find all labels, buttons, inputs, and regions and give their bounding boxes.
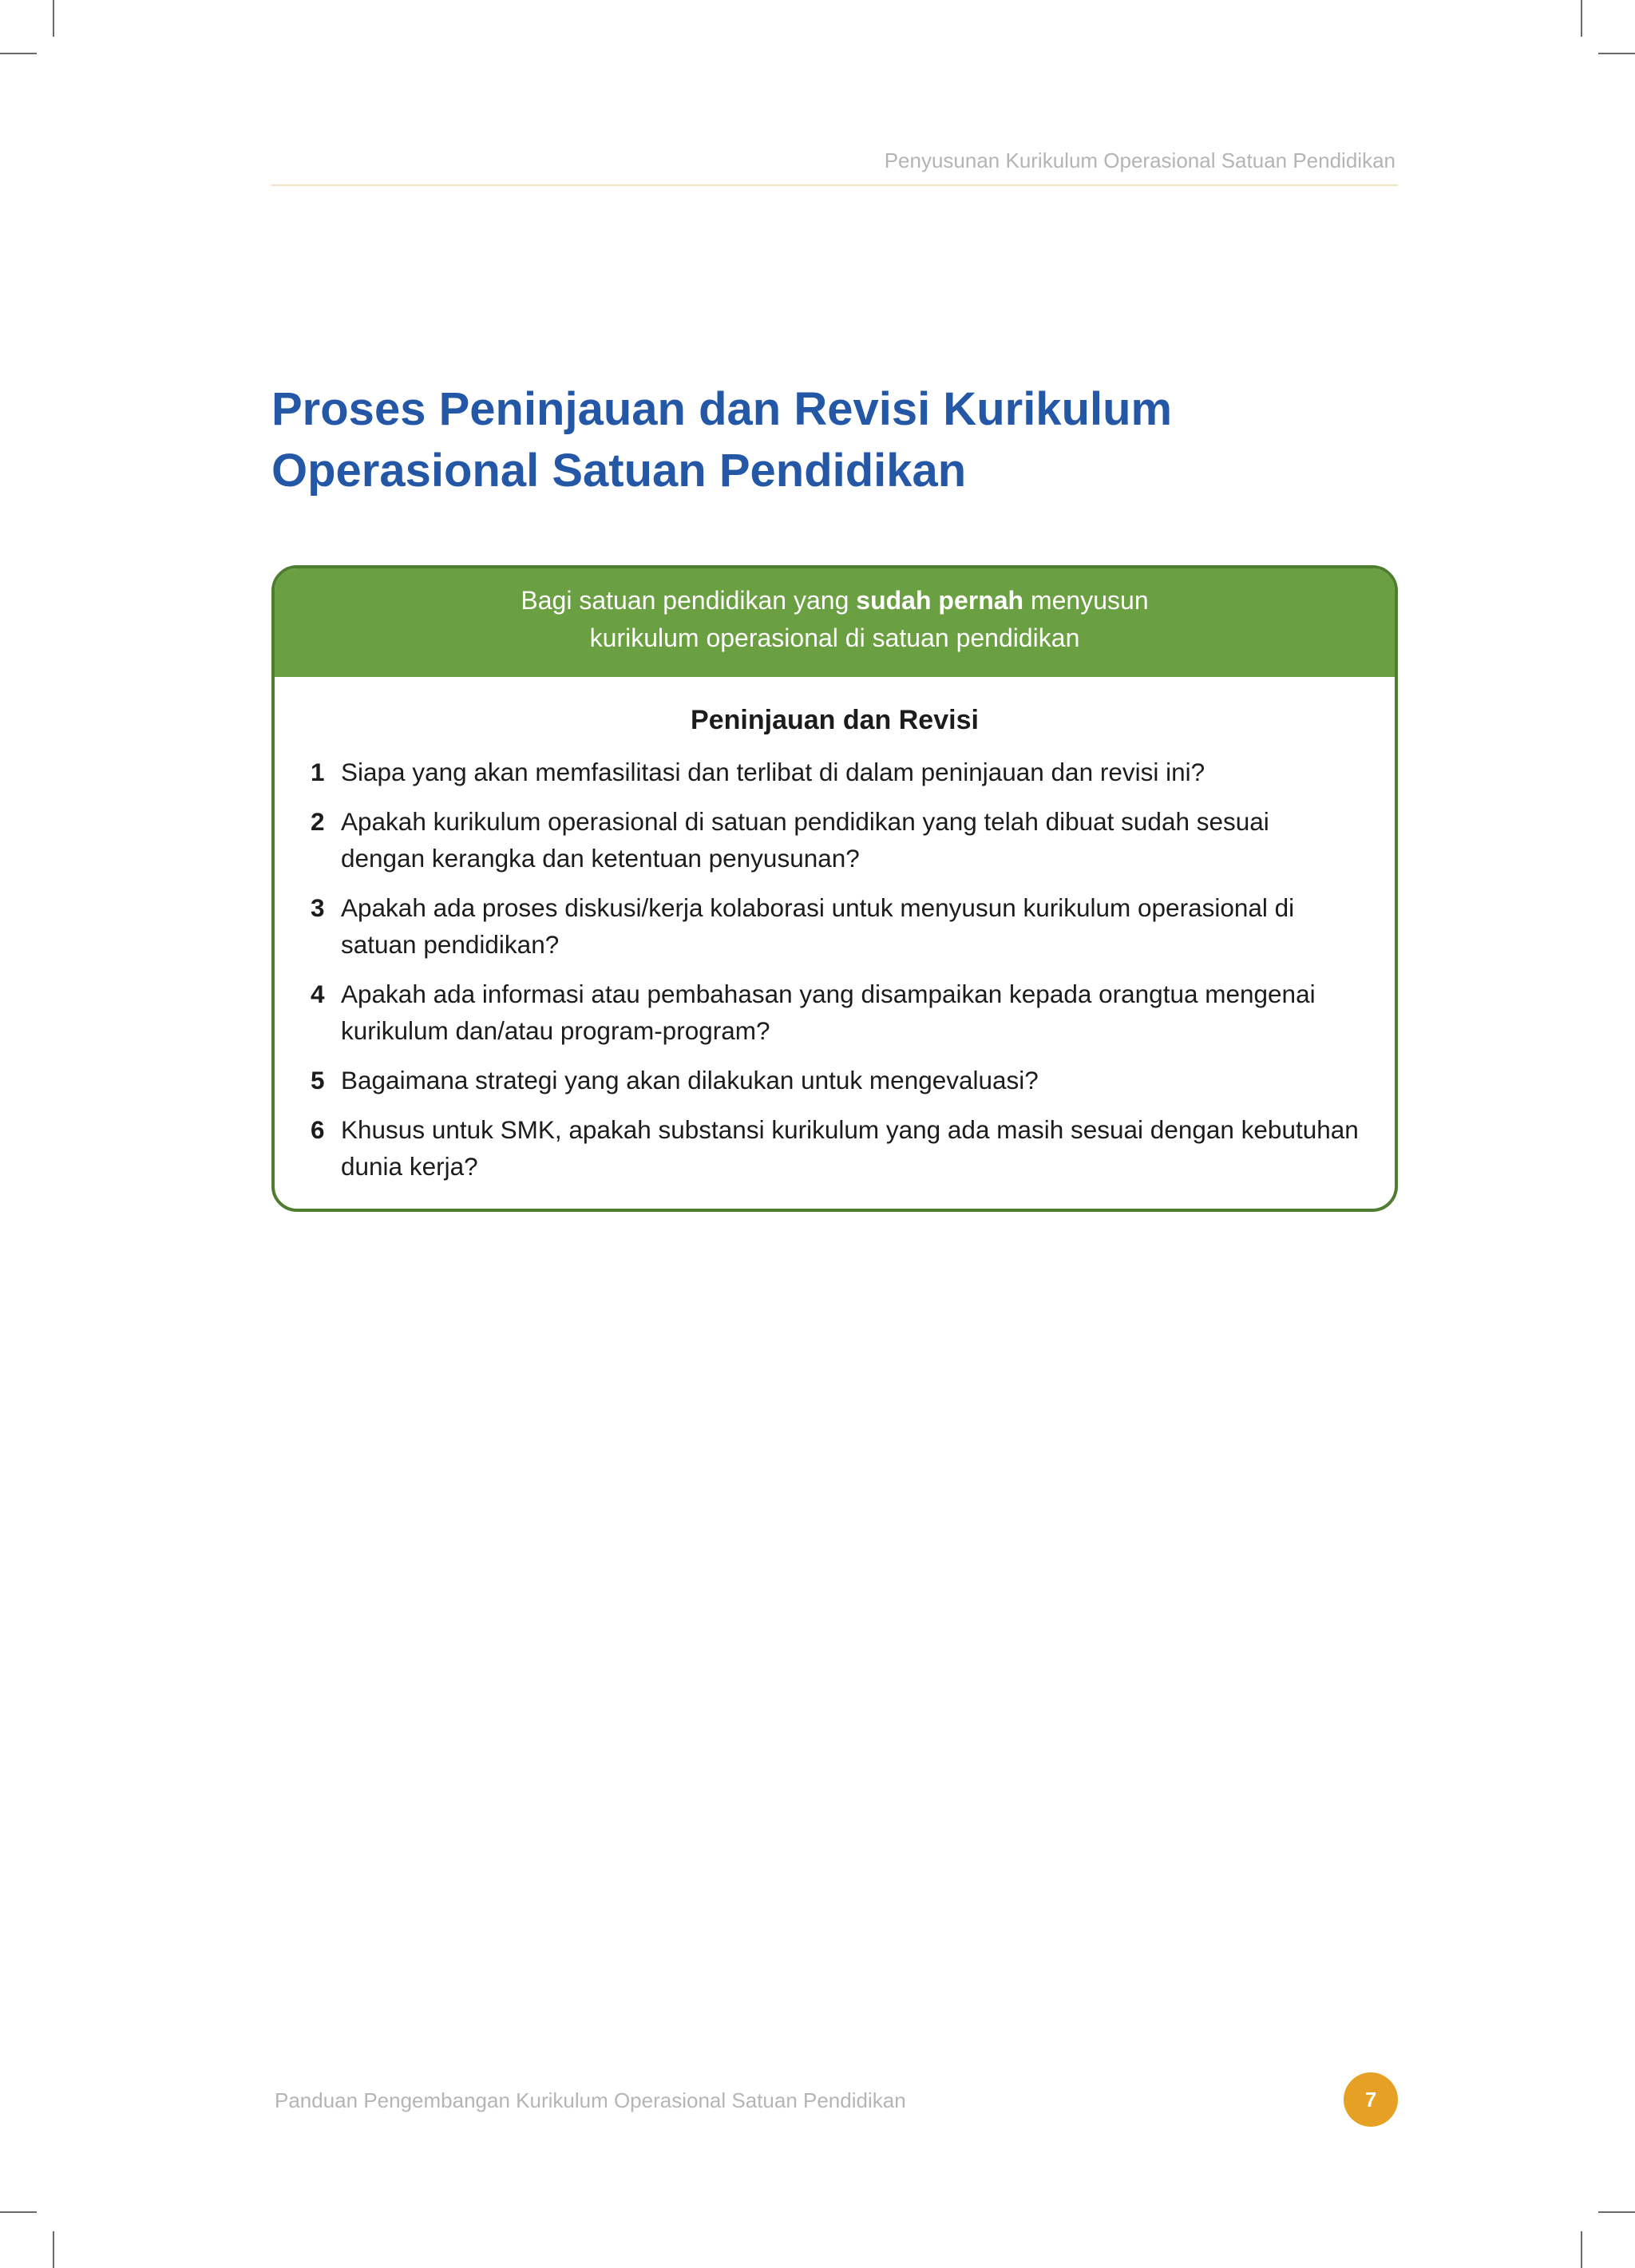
question-text	[341, 889, 1294, 963]
question-item-2	[311, 803, 1359, 877]
page-title-line-1: Proses Peninjauan dan Revisi Kurikulum	[271, 383, 1173, 435]
question-line: dengan kerangka dan ketentuan penyusunan?	[341, 844, 860, 873]
review-box	[271, 565, 1398, 1212]
question-line: Apakah kurikulum operasional di satuan pendidikan yang telah dibuat sudah sesuai	[341, 807, 1269, 836]
question-text	[341, 754, 1205, 790]
question-number: 2	[311, 807, 325, 836]
footer-text: Panduan Pengembangan Kurikulum Operasional Satuan Pendidikan	[275, 2088, 906, 2112]
question-item-6	[311, 1111, 1359, 1185]
crop-mark-top-left-vertical	[53, 0, 54, 37]
question-line: satuan pendidikan?	[341, 930, 560, 959]
box-subheading: Peninjauan dan Revisi	[691, 705, 979, 735]
crop-mark-bottom-left-horizontal	[0, 2211, 37, 2213]
page-number-badge: 7	[1344, 2072, 1398, 2127]
question-line: Apakah ada informasi atau pembahasan yang disampaikan kepada orangtua mengenai	[341, 980, 1316, 1008]
crop-mark-bottom-right-horizontal	[1598, 2211, 1635, 2213]
question-item-4	[311, 976, 1359, 1049]
question-line: Siapa yang akan memfasilitasi dan terlibat di dalam peninjauan dan revisi ini?	[341, 758, 1205, 786]
question-line: kurikulum dan/atau program-program?	[341, 1016, 770, 1045]
banner-line-2: kurikulum operasional di satuan pendidikan	[589, 623, 1080, 652]
question-text	[341, 1062, 1039, 1098]
crop-mark-bottom-right-vertical	[1581, 2231, 1582, 2268]
question-line: Khusus untuk SMK, apakah substansi kurikulum yang ada masih sesuai dengan kebutuhan	[341, 1115, 1359, 1144]
question-item-5	[311, 1062, 1359, 1098]
question-item-1	[311, 754, 1359, 790]
running-header: Penyusunan Kurikulum Operasional Satuan Pendidikan	[884, 148, 1395, 172]
question-line: Bagaimana strategi yang akan dilakukan untuk mengevaluasi?	[341, 1066, 1039, 1094]
page-title	[271, 378, 1172, 501]
question-number: 5	[311, 1066, 325, 1094]
question-number: 6	[311, 1115, 325, 1144]
crop-mark-top-left-horizontal	[0, 53, 37, 54]
question-line: Apakah ada proses diskusi/kerja kolaborasi untuk menyusun kurikulum operasional di	[341, 893, 1295, 922]
question-list	[311, 754, 1359, 1197]
banner-line-1-end: menyusun	[1023, 586, 1149, 615]
crop-mark-top-right-vertical	[1581, 0, 1582, 37]
banner-line-1-start: Bagi satuan pendidikan yang	[521, 586, 857, 615]
page-title-line-2: Operasional Satuan Pendidikan	[271, 445, 967, 497]
box-banner	[275, 568, 1395, 677]
question-text	[341, 976, 1316, 1049]
question-number: 4	[311, 980, 325, 1008]
question-item-3	[311, 889, 1359, 963]
question-text	[341, 1111, 1359, 1185]
banner-line-1-emphasis: sudah pernah	[856, 586, 1024, 615]
banner-line-1	[275, 582, 1395, 619]
header-rule	[271, 184, 1398, 186]
question-number: 3	[311, 893, 325, 922]
crop-mark-bottom-left-vertical	[53, 2231, 54, 2268]
question-text	[341, 803, 1269, 877]
question-number: 1	[311, 758, 325, 786]
question-line: dunia kerja?	[341, 1152, 478, 1181]
crop-mark-top-right-horizontal	[1598, 53, 1635, 54]
